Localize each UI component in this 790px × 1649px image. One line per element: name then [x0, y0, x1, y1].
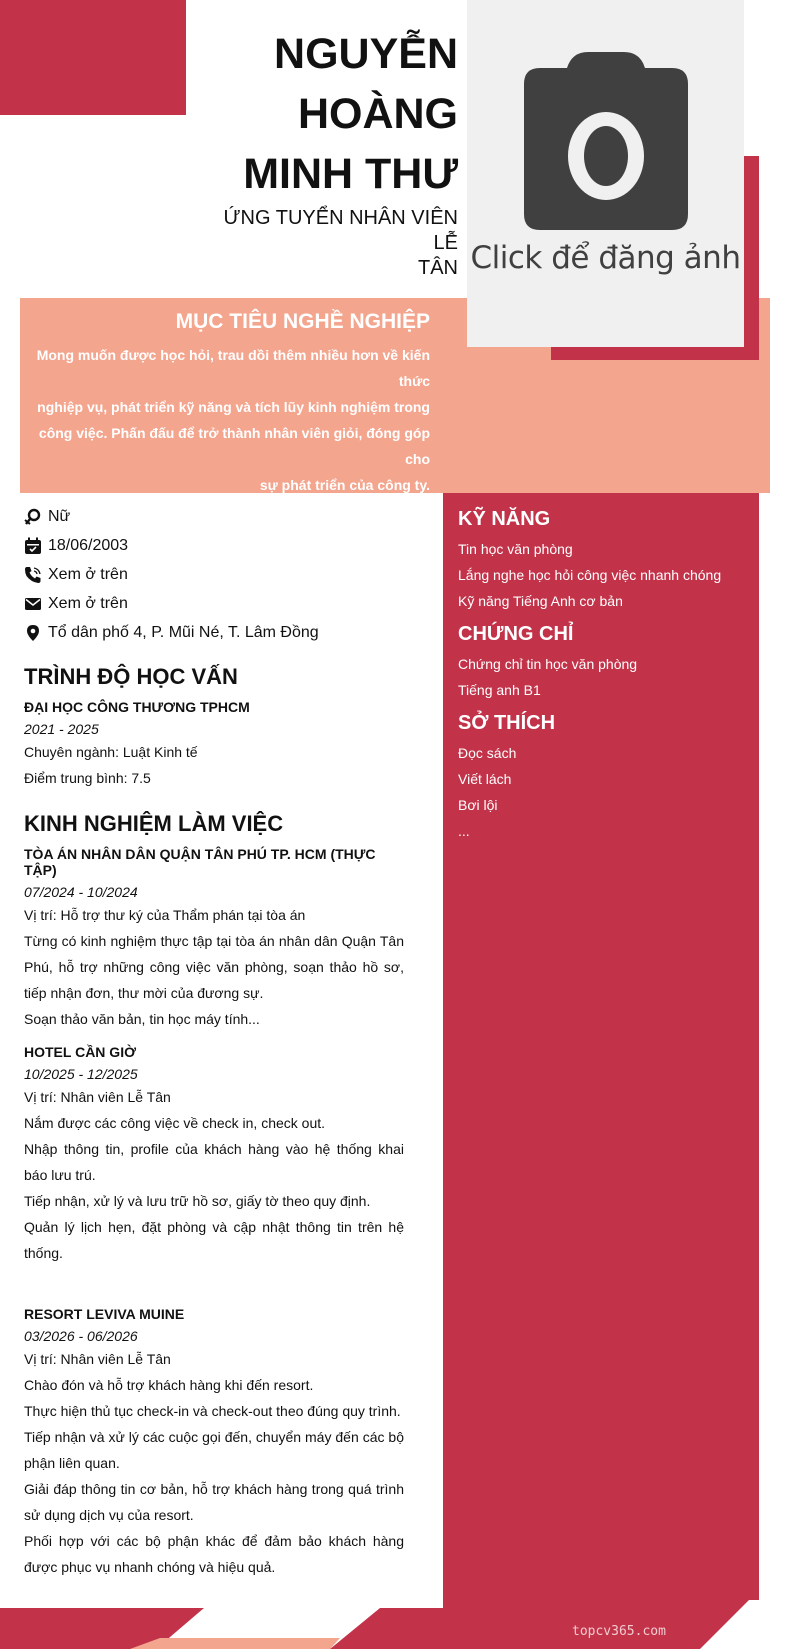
- contact-address-text: Tổ dân phố 4, P. Mũi Né, T. Lâm Đồng: [48, 623, 319, 641]
- job-line: Vị trí: Nhân viên Lễ Tân: [24, 1089, 171, 1105]
- objective-title: MỤC TIÊU NGHỀ NGHIỆP: [175, 310, 430, 333]
- camera-icon: [522, 50, 690, 232]
- skill-item: Tin học văn phòng: [458, 541, 573, 557]
- job-title-line-2: TÂN: [418, 257, 458, 279]
- education-line: Điểm trung bình: 7.5: [24, 770, 151, 786]
- hobby-item: Đọc sách: [458, 745, 517, 761]
- name-line-1: NGUYỄN: [274, 30, 458, 78]
- hobby-item: Bơi lội: [458, 797, 498, 813]
- hobby-item: ...: [458, 823, 470, 839]
- contact-gender: [24, 502, 424, 531]
- job-company: RESORT LEVIVA MUINE: [24, 1306, 185, 1322]
- contact-email: [24, 589, 424, 618]
- skill-item: Lắng nghe học hỏi công việc nhanh chóng: [458, 567, 722, 583]
- certificates-section: [458, 623, 748, 703]
- education-line: Chuyên ngành: Luật Kinh tế: [24, 744, 198, 760]
- certificates-title: CHỨNG CHỈ: [458, 623, 574, 645]
- job-period: 10/2025 - 12/2025: [24, 1066, 138, 1082]
- hobby-item: Viết lách: [458, 771, 512, 787]
- skills-title: KỸ NĂNG: [458, 508, 551, 530]
- calendar-icon: [24, 537, 42, 555]
- job-line: Từng có kinh nghiệm thực tập tại tòa án nhân dân Quận Tân Phú, hỗ trợ những công việc văn phòng, soạn thảo hồ sơ, tiếp nhận đơn, thư mời của đương sự.: [24, 933, 404, 1001]
- job-line: Soạn thảo văn bản, tin học máy tính...: [24, 1011, 260, 1027]
- hobbies-title: SỞ THÍCH: [458, 712, 556, 734]
- job-line: Tiếp nhận và xử lý các cuộc gọi đến, chuyển máy đến các bộ phận liên quan.: [24, 1429, 404, 1471]
- job-line: Nhập thông tin, profile của khách hàng vào hệ thống khai báo lưu trú.: [24, 1141, 404, 1183]
- bottom-decoration: [0, 1600, 790, 1649]
- objective-line: nghiệp vụ, phát triển kỹ năng và tích lũy kinh nghiệm trong: [37, 399, 430, 415]
- certificate-item: Chứng chỉ tin học văn phòng: [458, 656, 638, 672]
- contact-info: [24, 502, 424, 647]
- location-icon: [24, 624, 42, 642]
- contact-phone-text: Xem ở trên: [48, 565, 128, 583]
- job-line: Giải đáp thông tin cơ bản, hỗ trợ khách hàng trong quá trình sử dụng dịch vụ của resort.: [24, 1481, 404, 1523]
- education-period: 2021 - 2025: [24, 721, 99, 737]
- email-icon: [24, 595, 42, 613]
- skills-section: [458, 508, 748, 614]
- contact-birthday: [24, 531, 424, 560]
- objective-line: sự phát triển của công ty.: [259, 477, 430, 493]
- education-title: TRÌNH ĐỘ HỌC VẤN: [24, 664, 238, 689]
- objective-line: công việc. Phấn đấu để trở thành nhân viên giỏi, đóng góp cho: [38, 425, 430, 467]
- top-left-accent-block: [0, 0, 186, 115]
- watermark: topcv365.com: [572, 1624, 666, 1639]
- job-company: HOTEL CẦN GIỜ: [24, 1044, 137, 1060]
- candidate-name: [200, 24, 458, 204]
- job-period: 07/2024 - 10/2024: [24, 884, 138, 900]
- skill-item: Kỹ năng Tiếng Anh cơ bản: [458, 593, 623, 609]
- job-line: Chào đón và hỗ trợ khách hàng khi đến resort.: [24, 1377, 314, 1393]
- hobbies-section: [458, 712, 748, 844]
- job-line: Nắm được các công việc về check in, check out.: [24, 1115, 326, 1131]
- certificate-item: Tiếng anh B1: [458, 682, 541, 698]
- phone-icon: [24, 566, 42, 584]
- job-line: Thực hiện thủ tục check-in và check-out theo đúng quy trình.: [24, 1403, 401, 1419]
- job-entry: [24, 846, 404, 1032]
- job-entry: [24, 1306, 404, 1580]
- experience-section: [24, 811, 404, 1580]
- education-school: ĐẠI HỌC CÔNG THƯƠNG TPHCM: [24, 699, 250, 715]
- name-line-2: HOÀNG: [297, 90, 458, 138]
- contact-address: [24, 618, 424, 647]
- experience-title: KINH NGHIỆM LÀM VIỆC: [24, 811, 284, 836]
- job-line: Tiếp nhận, xử lý và lưu trữ hồ sơ, giấy tờ theo quy định.: [24, 1193, 371, 1209]
- job-title-line-1: ỨNG TUYỂN NHÂN VIÊN LỄ: [223, 207, 458, 254]
- education-section: [24, 664, 404, 791]
- objective-line: Mong muốn được học hỏi, trau dồi thêm nhiều hơn về kiến thức: [36, 347, 430, 389]
- photo-upload-label[interactable]: Click để đăng ảnh: [470, 240, 741, 276]
- contact-birthday-text: 18/06/2003: [48, 536, 129, 554]
- job-entry: [24, 1044, 404, 1266]
- job-line: Quản lý lịch hẹn, đặt phòng và cập nhật thông tin trên hệ thống.: [24, 1219, 404, 1261]
- gender-icon: [24, 508, 42, 526]
- name-line-3: MINH THƯ: [243, 150, 458, 198]
- job-line: Vị trí: Nhân viên Lễ Tân: [24, 1351, 171, 1367]
- contact-gender-text: Nữ: [48, 507, 71, 525]
- contact-phone: [24, 560, 424, 589]
- job-period: 03/2026 - 06/2026: [24, 1328, 138, 1344]
- job-line: Phối hợp với các bộ phận khác để đảm bảo khách hàng được phục vụ nhanh chóng và hiệu quả.: [24, 1533, 404, 1575]
- job-company: TÒA ÁN NHÂN DÂN QUẬN TÂN PHÚ TP. HCM (THỰC TẬP): [24, 846, 376, 878]
- objective-text: [30, 342, 430, 498]
- job-line: Vị trí: Hỗ trợ thư ký của Thẩm phán tại tòa án: [24, 907, 306, 923]
- contact-email-text: Xem ở trên: [48, 594, 128, 612]
- job-title: [200, 206, 458, 281]
